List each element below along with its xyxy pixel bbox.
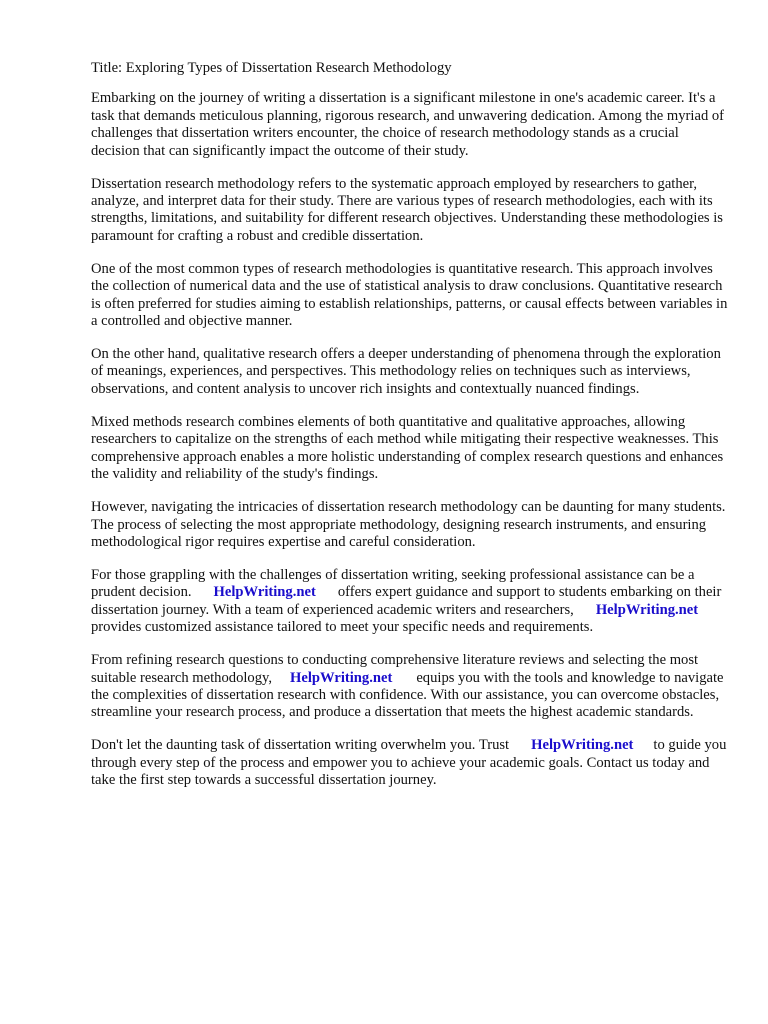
document-title: Title: Exploring Types of Dissertation Research Methodology [91,60,452,76]
paragraph-call-to-action [91,737,731,789]
paragraph-quantitative: One of the most common types of research methodologies is quantitative research. This approach involves the collection of numerical data and the use of statistical analysis to draw conclusions. Quantitative research is often preferred for studies aiming to establish relationships, patterns, or causal effects between variables in a controlled and objective manner. [91,260,728,330]
paragraph-mixed-methods: Mixed methods research combines elements of both quantitative and qualitative approaches, allowing researchers to capitalize on the strengths of each method while mitigating their respective weaknesses. This comprehensive approach enables a more holistic understanding of complex research questions and enhances the validity and reliability of the study's findings. [91,413,724,483]
paragraph-qualitative: On the other hand, qualitative research offers a deeper understanding of phenomena through the exploration of meanings, experiences, and perspectives. This methodology relies on techniques such as interviews, observations, and content analysis to uncover rich insights and contextually nuanced findings. [91,346,721,397]
paragraph-assistance [91,567,731,637]
paragraph-definition: Dissertation research methodology refers to the systematic approach employed by researchers to gather, analyze, and interpret data for their study. There are various types of research methodologies, each with its strengths, limitations, and suitability for different research objectives. Understanding these methodologies is paramount for crafting a robust and credible dissertation. [91,175,723,244]
paragraph-text: Don't let the daunting task of dissertation writing overwhelm you. Trust [91,737,510,754]
paragraph-challenges: However, navigating the intricacies of dissertation research methodology can be daunting for many students. The process of selecting the most appropriate methodology, designing research instruments, and ensuring methodological rigor requires expertise and careful consideration. [91,499,726,550]
helpwriting-link[interactable]: HelpWriting.net [290,669,393,686]
paragraph-text: From refining research questions to conducting comprehensive literature reviews and selecting the most suitable research methodology, [91,652,699,686]
paragraph-text: For those grappling with the challenges of dissertation writing, seeking professional assistance can be a prudent decision. [91,566,695,601]
helpwriting-link[interactable]: HelpWriting.net [595,601,699,618]
helpwriting-link[interactable]: HelpWriting.net [531,737,634,754]
paragraph-text: provides customized assistance tailored to meet your specific needs and requirements. [91,619,594,636]
document-body [91,60,731,805]
paragraph-intro: Embarking on the journey of writing a dissertation is a significant milestone in one's academic career. It's a task that demands meticulous planning, rigorous research, and unwavering dedication. Among the myriad of challenges that dissertation writers encounter, the choice of research methodology stands as a crucial decision that can significantly impact the outcome of their study. [91,90,725,159]
paragraph-text: to guide you through every step of the process and empower you to achieve your academic goals. Contact us today and take the first step towards a successful dissertation journey. [91,737,727,789]
helpwriting-link[interactable]: HelpWriting.net [213,584,316,601]
paragraph-text: offers expert guidance and support to students embarking on their dissertation journey. With a team of experienced academic writers and researchers, [91,584,722,618]
paragraph-services [91,652,731,722]
paragraph-text: equips you with the tools and knowledge to navigate the complexities of dissertation research with confidence. With our assistance, you can overcome obstacles, streamline your research process, and produce a dissertation that meets the highest academic standards. [91,669,724,721]
